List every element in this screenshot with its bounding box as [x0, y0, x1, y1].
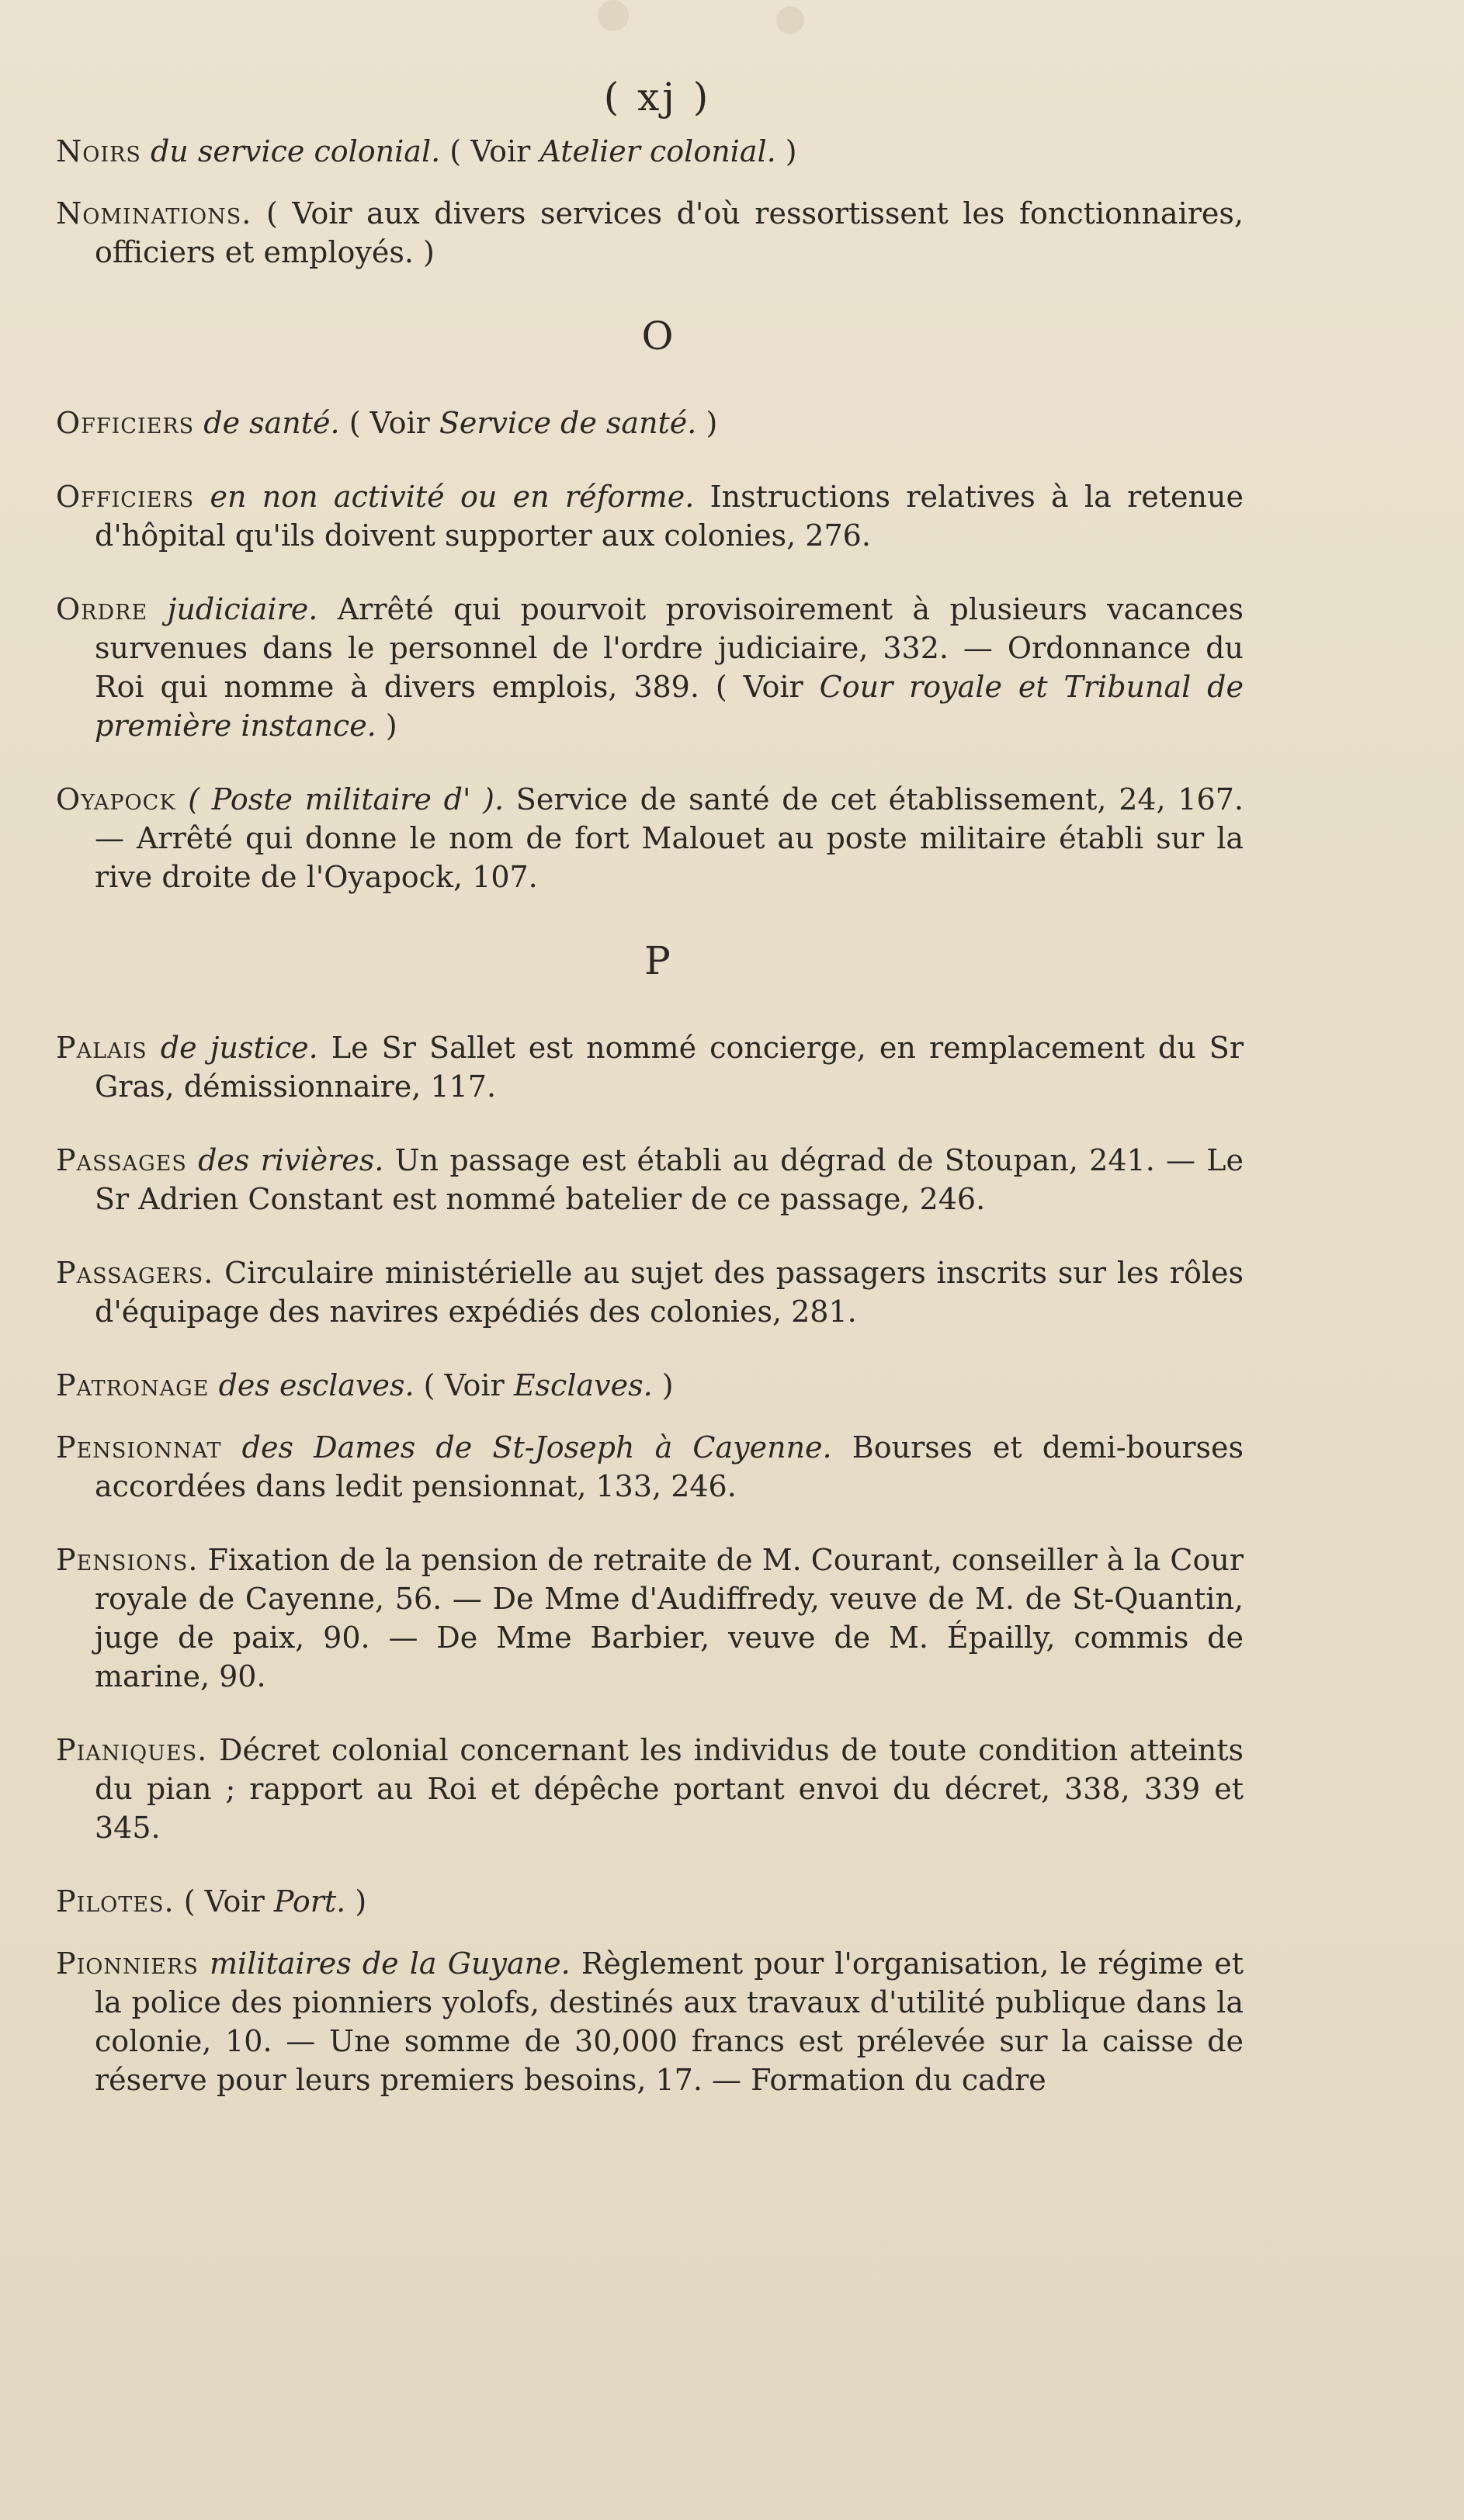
- index-entry: [56, 132, 1244, 171]
- index-entry: [56, 1141, 1244, 1218]
- entry-text: ( Voir: [349, 406, 439, 440]
- entry-qualifier: de justice.: [160, 1031, 318, 1065]
- entry-after: ): [696, 406, 718, 440]
- index-entry: [56, 404, 1244, 442]
- entry-text: Bourses et demi-bourses accordées dans ledit pensionnat, 133, 246.: [95, 1430, 1244, 1503]
- entry-after: ): [652, 1368, 674, 1402]
- entry-head: Passagers.: [56, 1256, 214, 1290]
- entry-head: Ordre: [56, 592, 148, 626]
- index-entry: [56, 1944, 1244, 2099]
- entry-qualifier: des Dames de St-Joseph à Cayenne.: [241, 1430, 832, 1465]
- entry-text: ( Voir: [449, 134, 540, 168]
- index-entry: [56, 780, 1244, 896]
- entry-reference: Port.: [273, 1884, 346, 1919]
- index-entry: [56, 477, 1244, 555]
- entry-head: Patronage: [56, 1368, 210, 1402]
- entry-head: Palais: [56, 1031, 147, 1065]
- entry-text: Service de santé de cet établissement, 24, 167. — Arrêté qui donne le nom de fort Malouet au poste militaire établi sur la rive droite de l'Oyapock, 107.: [95, 782, 1244, 894]
- entry-reference: Service de santé.: [439, 406, 697, 440]
- entry-text: Décret colonial concernant les individus de toute condition atteints du pian ; rapport au Roi et dépêche portant envoi du décret, 338, 339 et 345.: [95, 1733, 1244, 1845]
- entry-head: Officiers: [56, 480, 195, 514]
- entry-after: ): [345, 1884, 367, 1919]
- entry-head: Oyapock: [56, 782, 176, 816]
- entry-head: Pilotes.: [56, 1884, 175, 1919]
- entries-o: [56, 404, 1244, 896]
- entry-text: Fixation de la pension de retraite de M. Courant, conseiller à la Cour royale de Cayenne, 56. — De Mme d'Audiffredy, veuve de M. de St-Quantin, juge de paix, 90. — De Mme Barbier, veuve de M. Épailly, commis de marine, 90.: [95, 1543, 1244, 1693]
- index-entry: [56, 1028, 1244, 1106]
- paper-stain: [776, 6, 804, 34]
- entry-qualifier: judiciaire.: [167, 592, 318, 626]
- index-entry: [56, 590, 1244, 745]
- index-entry: [56, 1882, 1244, 1921]
- entry-text: ( Voir aux divers services d'où ressortissent les fonctionnaires, officiers et employés. ): [95, 196, 1244, 269]
- entry-qualifier: militaires de la Guyane.: [209, 1946, 571, 1981]
- entry-head: Pianiques.: [56, 1733, 208, 1767]
- section-letter-o: O: [641, 314, 674, 359]
- entry-text: ( Voir: [183, 1884, 274, 1919]
- index-entry: [56, 1253, 1244, 1331]
- entry-text: Règlement pour l'organisation, le régime et la police des pionniers yolofs, destinés aux travaux d'utilité publique dans la colonie, 10. — Une somme de 30,000 francs est prélevée sur la caisse de réserve pour leurs premiers besoins, 17. — Formation du cadre: [95, 1946, 1244, 2097]
- entry-head: Pionniers: [56, 1946, 199, 1981]
- entry-reference: Cour royale et Tribunal de première instance.: [95, 670, 1244, 743]
- entry-head: Noirs: [56, 134, 141, 168]
- entries-top: [56, 132, 1244, 272]
- entry-qualifier: de santé.: [203, 406, 340, 440]
- index-entry: [56, 1541, 1244, 1696]
- index-entry: [56, 194, 1244, 272]
- entry-head: Officiers: [56, 406, 195, 440]
- entry-text: ( Voir: [423, 1368, 514, 1402]
- entries-p: [56, 1028, 1244, 2099]
- entry-qualifier: ( Poste militaire d' ).: [188, 782, 505, 816]
- index-content: [56, 75, 1244, 2134]
- index-entry: [56, 1366, 1244, 1405]
- index-entry: [56, 1428, 1244, 1506]
- entry-head: Passages: [56, 1143, 187, 1177]
- entry-text: Arrêté qui pourvoit provisoirement à plusieurs vacances survenues dans le personnel de l'ordre judiciaire, 332. — Ordonnance du Roi qui nomme à divers emplois, 389. ( Voir: [95, 592, 1244, 704]
- entry-text: Le Sr Sallet est nommé concierge, en remplacement du Sr Gras, démissionnaire, 117.: [95, 1031, 1244, 1104]
- entry-text: Un passage est établi au dégrad de Stoupan, 241. — Le Sr Adrien Constant est nommé batelier de ce passage, 246.: [95, 1143, 1244, 1216]
- entry-text: Circulaire ministérielle au sujet des passagers inscrits sur les rôles d'équipage des navires expédiés des colonies, 281.: [95, 1256, 1244, 1329]
- index-entry: [56, 1731, 1244, 1847]
- entry-head: Nominations.: [56, 196, 252, 231]
- entry-after: ): [376, 709, 397, 743]
- page-number: ( xj ): [603, 75, 712, 120]
- section-letter-p: P: [644, 938, 671, 983]
- entry-after: ): [775, 134, 797, 168]
- entry-head: Pensionnat: [56, 1430, 222, 1465]
- entry-reference: Esclaves.: [513, 1368, 653, 1402]
- entry-head: Pensions.: [56, 1543, 199, 1577]
- entry-qualifier: des esclaves.: [218, 1368, 415, 1402]
- entry-qualifier: en non activité ou en réforme.: [210, 480, 695, 514]
- entry-reference: Atelier colonial.: [539, 134, 776, 168]
- entry-qualifier: des rivières.: [198, 1143, 384, 1177]
- entry-qualifier: du service colonial.: [150, 134, 441, 168]
- entry-text: Instructions relatives à la retenue d'hôpital qu'ils doivent supporter aux colonies, 276.: [95, 480, 1244, 553]
- paper-stain: [598, 0, 629, 31]
